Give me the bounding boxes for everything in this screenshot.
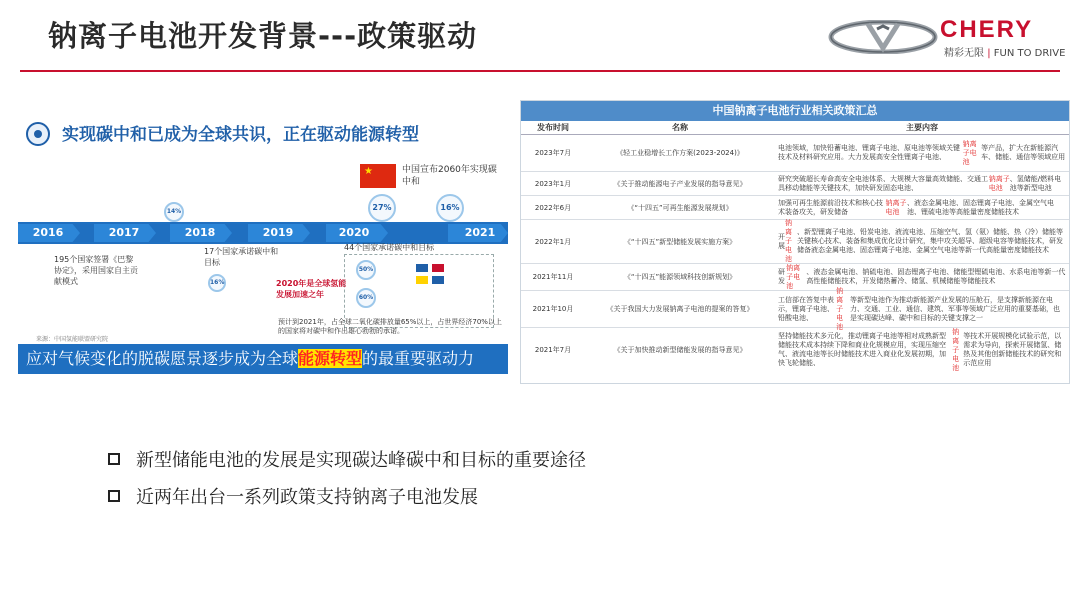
page-title: 钠离子电池开发背景---政策驱动 xyxy=(48,19,478,53)
note-2018: 17个国家承诺碳中和目标 xyxy=(204,247,279,267)
logo-slogan-separator: | xyxy=(987,48,991,59)
logo-slogan-cn: 精彩无限 xyxy=(944,48,984,59)
highlight-sodium-ion: 钠离子电池 xyxy=(785,219,792,263)
banner-text-pre: 应对气候变化的脱碳愿景逐步成为全球 xyxy=(26,349,299,368)
bullet-item xyxy=(108,446,586,472)
stat-16b-circle: 16% xyxy=(208,274,226,292)
logo-slogan-en: FUN TO DRIVE xyxy=(993,48,1066,59)
row-name: 《关于我国大力发展钠离子电池的提案的答复》 xyxy=(606,305,754,313)
source-note: 来源：中国氢能联盟研究院 xyxy=(36,336,109,343)
china-flag-icon: ★ xyxy=(360,164,396,188)
header-divider xyxy=(20,70,1060,72)
table-header xyxy=(521,121,1069,135)
banner-highlight: 能源转型 xyxy=(298,349,363,368)
stat-14-circle: 14% xyxy=(164,202,184,222)
row-date: 2022年6月 xyxy=(534,203,572,212)
highlight-sodium-ion: 钠离子电池 xyxy=(786,263,801,290)
timeline-year-2021: 2021 xyxy=(464,226,496,239)
china-carbon-note: 中国宣布2060年实现碳中和 xyxy=(402,165,497,187)
timeline-year-2018: 2018 xyxy=(184,226,216,239)
row-content: 工信部在答复中表示，锂离子电池、铅酸电池、 钠离子电池 等新型电池作为推动新能源产业发展的压舱石，是支撑新能源在电力、交通、工业、通信、建筑、军事等领域广泛应用的重要基础，也是实现碳达峰、碳中和目标的关键支撑之一 xyxy=(778,286,1060,331)
row-name: 《“十四五”可再生能源发展规划》 xyxy=(627,203,733,212)
logo-brand-text: CHERY xyxy=(940,16,1034,43)
highlight-sodium-ion: 钠离子电池 xyxy=(885,198,907,216)
table-row xyxy=(521,328,1069,372)
flag-icon xyxy=(432,276,444,284)
row-name: 《轻工业稳增长工作方案(2023-2024)》 xyxy=(616,149,744,157)
infographic-heading: 实现碳中和已成为全球共识，正在驱动能源转型 xyxy=(62,125,419,145)
chery-emblem-icon xyxy=(828,20,938,54)
policy-table xyxy=(520,100,1070,384)
highlight-sodium-ion: 钠离子电池 xyxy=(952,327,960,372)
row-date: 2021年7月 xyxy=(534,346,572,354)
highlight-sodium-ion: 钠离子电池 xyxy=(836,286,844,331)
stat-50-circle: 50% xyxy=(356,260,376,280)
table-title: 中国钠离子电池行业相关政策汇总 xyxy=(521,101,1069,121)
table-row xyxy=(521,220,1069,264)
table-row xyxy=(521,135,1069,172)
table-row xyxy=(521,196,1069,220)
highlight-sodium-ion: 钠离子电池 xyxy=(962,139,977,166)
row-date: 2023年7月 xyxy=(534,149,572,157)
bullet-item xyxy=(108,483,478,509)
timeline-year-2016: 2016 xyxy=(32,226,64,239)
stat-27-circle: 27% xyxy=(368,194,396,222)
row-name: 《关于推动能源电子产业发展的指导意见》 xyxy=(613,179,747,188)
note-2020: 44个国家承诺碳中和目标 xyxy=(344,243,435,252)
highlight-sodium-ion: 钠离子电池 xyxy=(988,174,1010,192)
logo-slogan xyxy=(944,44,1065,59)
row-date: 2021年10月 xyxy=(532,305,574,313)
row-name: 《“十四五”新型储能发展实施方案》 xyxy=(623,237,737,246)
driver-banner xyxy=(18,344,508,374)
square-bullet-icon xyxy=(108,490,120,502)
timeline-year-2020: 2020 xyxy=(338,226,370,239)
row-content: 研究突破超长寿命高安全电池体系、大规模大容量高效储能、交通工具移动储能等关键技术，加快研发固态电池、 钠离子电池 、氢储能/燃料电池等新型电池 xyxy=(778,174,1062,192)
banner-text-post: 的最重要驱动力 xyxy=(362,349,475,368)
row-date: 2023年1月 xyxy=(534,179,572,188)
header-name: 名称 xyxy=(672,123,688,132)
flag-icon xyxy=(416,276,428,284)
row-content: 加强可再生能源前沿技术和核心技术装备攻关，研发储备 钠离子电池 、液态金属电池、固态锂离子电池、金属空气电池、锂硫电池等高能量密度储能技术 xyxy=(778,198,1054,216)
flag-icon xyxy=(416,264,428,272)
table-row xyxy=(521,286,1069,331)
row-name: 《“十四五”能源领域科技创新规划》 xyxy=(623,273,737,281)
square-bullet-icon xyxy=(108,453,120,465)
row-date: 2021年11月 xyxy=(532,273,574,281)
carbon-neutral-infographic xyxy=(18,108,508,376)
bullet-circle-icon xyxy=(26,122,50,146)
row-content: 电池领域，加快铅蓄电池、锂离子电池、原电池等领域关键技术及材料研究应用。大力发展高安全性锂离子电池、 钠离子电池 等产品，扩大在新能源汽车、储能、通信等领域应用 xyxy=(778,139,1066,166)
row-name: 《关于加快推动新型储能发展的指导意见》 xyxy=(613,346,747,354)
table-row xyxy=(521,264,1069,291)
timeline-year-2017: 2017 xyxy=(108,226,140,239)
forecast-note: 预计到2021年，占全球二氧化碳排放量65%以上，占世界经济70%以上的国家将对碳中和作出雄心勃勃的承诺。 xyxy=(278,318,502,335)
bullet-text: 近两年出台一系列政策支持钠离子电池发展 xyxy=(136,487,478,508)
table-row xyxy=(521,172,1069,196)
header-date: 发布时间 xyxy=(537,123,569,132)
hydrogen-note: 2020年是全球氢能发展加速之年 xyxy=(276,279,347,299)
note-2016: 195个国家签署《巴黎协定》，采用国家自主贡献模式 xyxy=(54,255,138,286)
row-content: 坚持储能技术多元化，推动锂离子电池等相对成熟新型储能技术成本持续下降和商业化规模应用，实现压缩空气、液流电池等长时储能技术进入商业化发展初期，加快飞轮储能、 钠离子电池 等技术开展规模化试验示范，以需求为导向，探索开展储氢、储热及其他创新储能技术的研究和示范应用 xyxy=(778,327,1062,372)
row-date: 2022年1月 xyxy=(534,237,572,246)
bullet-text: 新型储能电池的发展是实现碳达峰碳中和目标的重要途径 xyxy=(136,450,586,471)
stat-16-circle: 16% xyxy=(436,194,464,222)
row-content: 研发 钠离子电池 、液态金属电池、钠硫电池、固态锂离子电池、储能型锂硫电池、水系电池等新一代高性能储能技术，开发储热蓄冷、储氢、机械储能等储能技术 xyxy=(778,263,1066,290)
row-content: 开展 钠离子电池 、新型锂离子电池、铅炭电池、液流电池、压缩空气、氢（氨）储能、热（冷）储能等关键核心技术、装备和集成优化设计研究，集中攻关超导、超级电容等储能技术，研发储备液态金属电池、固态锂离子电池、金属空气电池等新一代高能量密度储能技术 xyxy=(778,219,1064,263)
flag-icon xyxy=(432,264,444,272)
timeline-year-2019: 2019 xyxy=(262,226,294,239)
stat-60-circle: 60% xyxy=(356,288,376,308)
chery-logo xyxy=(828,16,1068,60)
header-content: 主要内容 xyxy=(906,123,938,132)
